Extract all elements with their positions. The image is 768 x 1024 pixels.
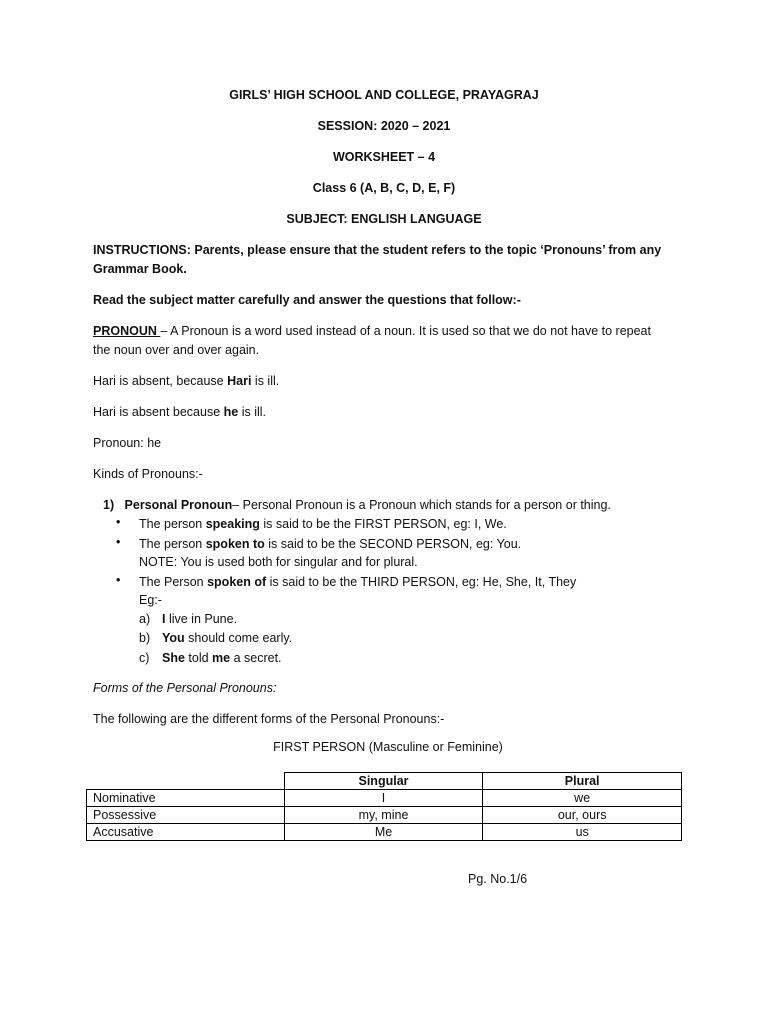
instructions-line-1: INSTRUCTIONS: Parents, please ensure that the student refers to the topic ‘Pronouns’ from any (93, 243, 662, 257)
row-label: Accusative (87, 824, 285, 841)
read-instruction: Read the subject matter carefully and answer the questions that follow:- (93, 293, 521, 307)
class-line: Class 6 (A, B, C, D, E, F) (312, 181, 456, 195)
table-title: FIRST PERSON (Masculine or Feminine) (273, 740, 503, 754)
bullet-second-person: The person spoken to is said to be the SECOND PERSON, eg: You. (139, 537, 522, 551)
page-number: Pg. No.1/6 (468, 872, 528, 886)
pronoun-definition-2: the noun over and over again. (93, 343, 260, 357)
bullet-icon: • (116, 515, 121, 529)
table-cell: us (483, 824, 682, 841)
eg-label: Eg:- (139, 593, 162, 607)
row-label: Possessive (87, 807, 285, 824)
list-letter: b) (139, 631, 151, 645)
subject-line: SUBJECT: ENGLISH LANGUAGE (286, 212, 482, 226)
table-cell: I (284, 790, 483, 807)
example-c: She told me a secret. (162, 651, 282, 665)
table-header-row (87, 773, 682, 790)
forms-heading: Forms of the Personal Pronouns: (93, 681, 277, 695)
column-header: Plural (483, 773, 682, 790)
pronoun-term: PRONOUN (93, 324, 161, 338)
instructions-line-2: Grammar Book. (93, 262, 187, 276)
table-corner (87, 773, 285, 790)
example-a: I live in Pune. (162, 612, 238, 626)
table-row (87, 824, 682, 841)
list-letter: c) (139, 651, 150, 665)
second-person-note: NOTE: You is used both for singular and for plural. (139, 555, 418, 569)
table-cell: my, mine (284, 807, 483, 824)
row-label: Nominative (87, 790, 285, 807)
example-1: Hari is absent, because Hari is ill. (93, 374, 280, 388)
table-cell: our, ours (483, 807, 682, 824)
pronoun-forms-table (86, 772, 682, 841)
bullet-first-person: The person speaking is said to be the FIRST PERSON, eg: I, We. (139, 517, 507, 531)
bullet-third-person: The Person spoken of is said to be the THIRD PERSON, eg: He, She, It, They (139, 575, 577, 589)
table-row (87, 790, 682, 807)
school-name: GIRLS’ HIGH SCHOOL AND COLLEGE, PRAYAGRAJ (229, 88, 539, 102)
table-row (87, 807, 682, 824)
bullet-icon: • (116, 535, 121, 549)
example-b: You should come early. (162, 631, 293, 645)
personal-pronoun-item: 1) Personal Pronoun– Personal Pronoun is a Pronoun which stands for a person or thing. (103, 498, 611, 512)
kinds-heading: Kinds of Pronouns:- (93, 467, 203, 481)
table-cell: Me (284, 824, 483, 841)
example-2: Hari is absent because he is ill. (93, 405, 267, 419)
worksheet-number: WORKSHEET – 4 (332, 150, 436, 164)
forms-intro: The following are the different forms of the Personal Pronouns:- (93, 712, 445, 726)
bullet-icon: • (116, 573, 121, 587)
table-cell: we (483, 790, 682, 807)
session: SESSION: 2020 – 2021 (317, 119, 451, 133)
pronoun-example: Pronoun: he (93, 436, 162, 450)
list-letter: a) (139, 612, 151, 626)
column-header: Singular (284, 773, 483, 790)
pronoun-definition: PRONOUN – A Pronoun is a word used instead of a noun. It is used so that we do not have to repeat (93, 324, 651, 338)
